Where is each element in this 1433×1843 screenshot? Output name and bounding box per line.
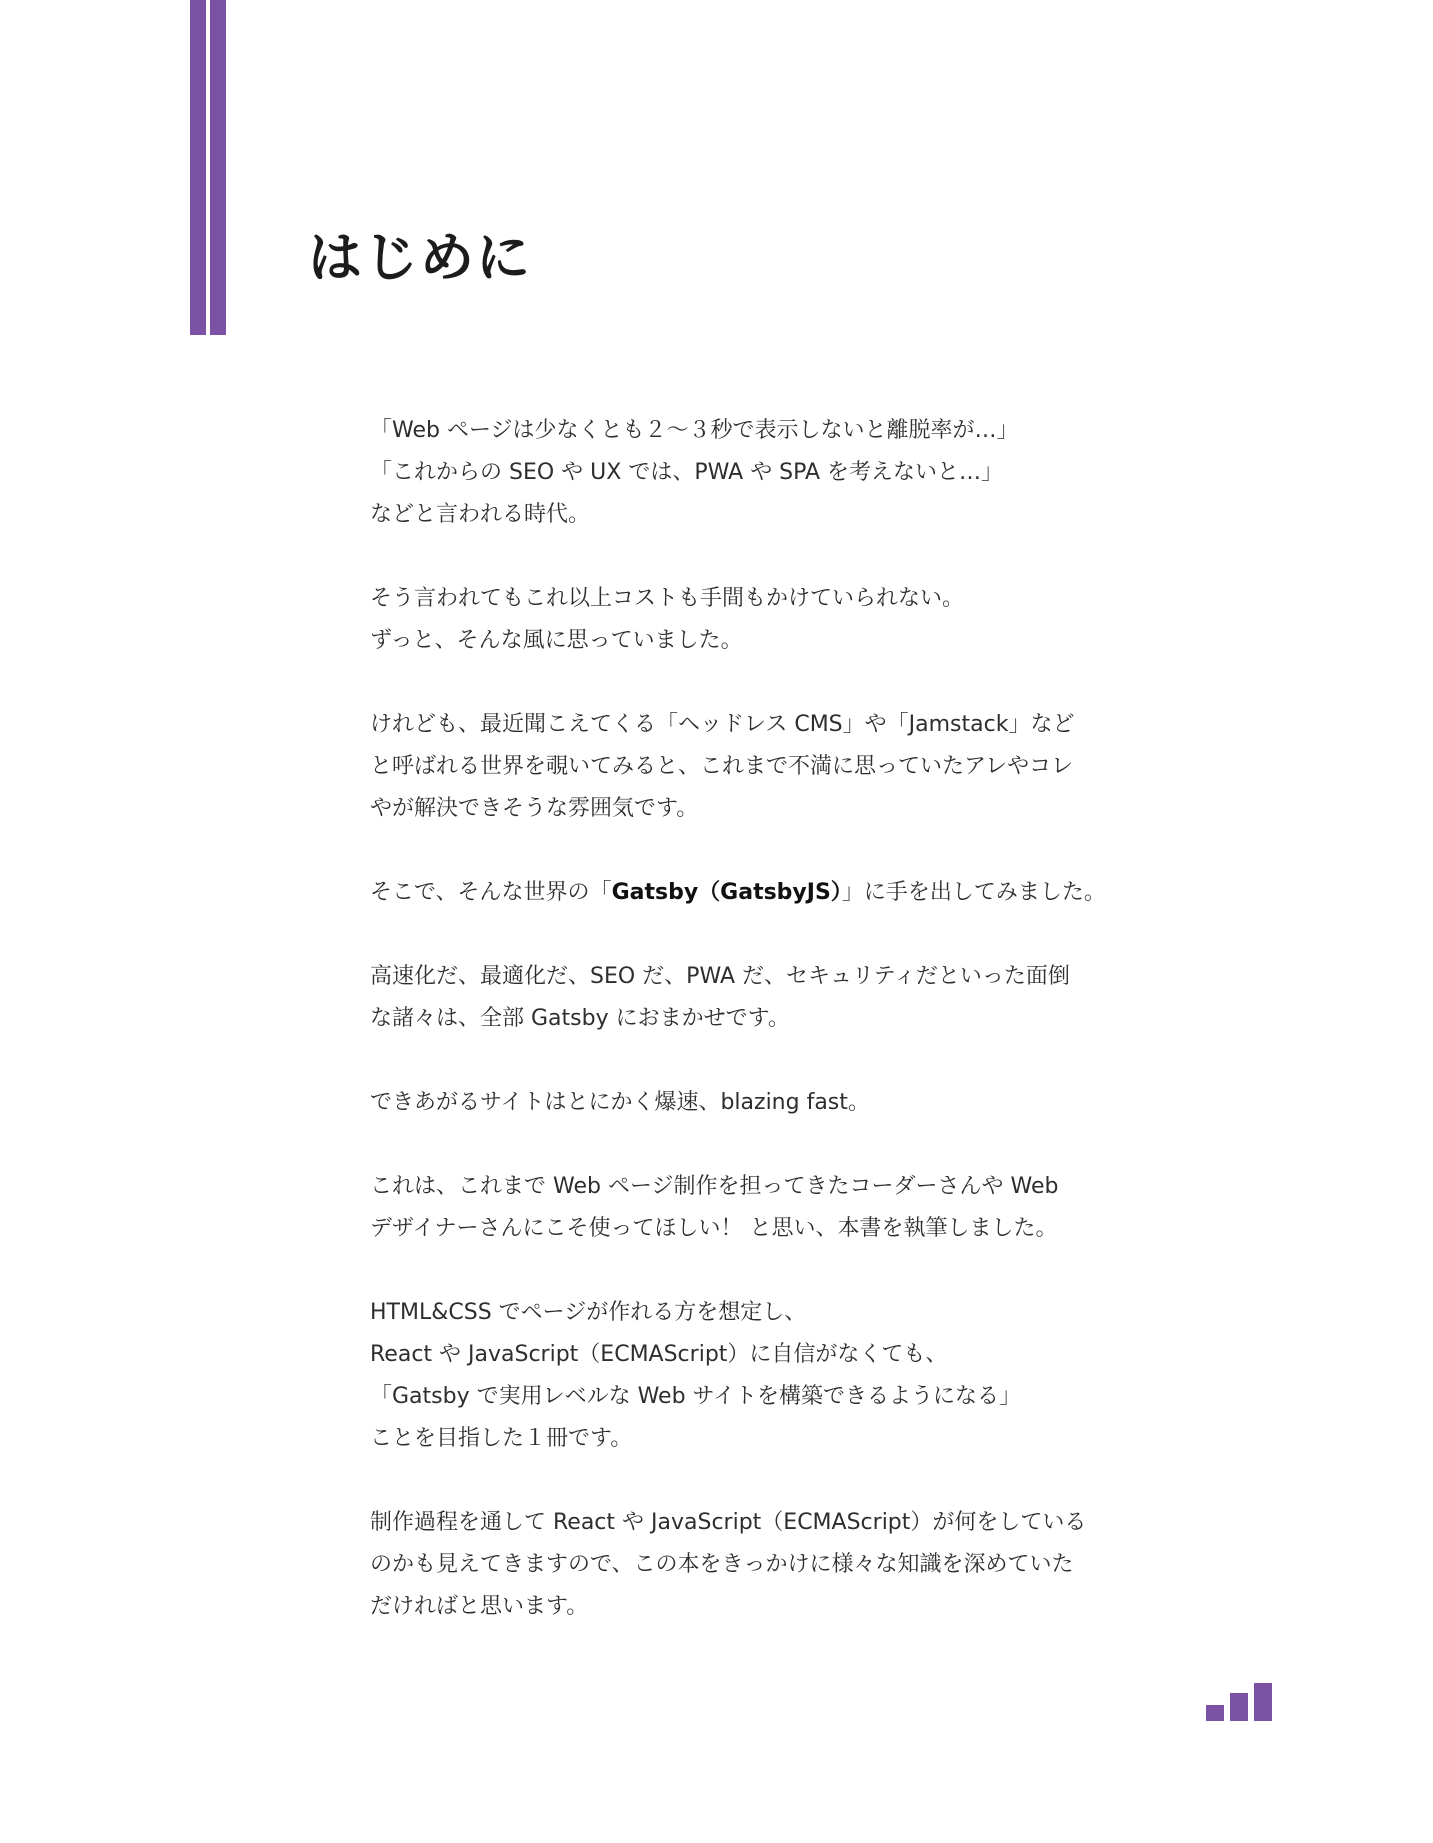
- logo-block-medium: [1230, 1693, 1248, 1721]
- text-line: だければと思います。: [370, 1594, 589, 1619]
- text-line: できあがるサイトはとにかく爆速、blazing fast。: [370, 1090, 870, 1115]
- page-title: はじめに: [308, 226, 532, 289]
- bold-text-gatsby: Gatsby（GatsbyJS）: [611, 880, 842, 905]
- decorative-bar-right: [210, 0, 226, 335]
- body-text: [370, 410, 1110, 1670]
- text-line: React や JavaScript（ECMAScript）に自信がなくても、: [370, 1342, 948, 1367]
- text-line: やが解決できそうな雰囲気です。: [370, 796, 699, 821]
- text-line: 制作過程を通して React や JavaScript（ECMAScript）が何をしている: [370, 1510, 1087, 1535]
- text-line: ずっと、そんな風に思っていました。: [370, 628, 743, 653]
- decorative-bar-left: [190, 0, 206, 335]
- paragraph: [370, 704, 1110, 830]
- text-line: 「Gatsby で実用レベルな Web サイトを構築できるようになる」: [370, 1384, 1022, 1409]
- paragraph: [370, 1292, 1110, 1460]
- text-line: 高速化だ、最適化だ、SEO だ、PWA だ、セキュリティだといった面倒: [370, 964, 1070, 989]
- text-line: [370, 872, 1110, 914]
- paragraph: [370, 1166, 1110, 1250]
- text-line: これは、これまで Web ページ制作を担ってきたコーダーさんや Web: [370, 1174, 1059, 1199]
- text-line: と呼ばれる世界を覗いてみると、これまで不満に思っていたアレやコレ: [370, 754, 1074, 779]
- paragraph: [370, 1502, 1110, 1628]
- text-line: けれども、最近聞こえてくる「ヘッドレス CMS」や「Jamstack」など: [370, 712, 1075, 737]
- text-line: のかも見えてきますので、この本をきっかけに様々な知識を深めていた: [370, 1552, 1074, 1577]
- text-line: ことを目指した１冊です。: [370, 1426, 633, 1451]
- text-line: デザイナーさんにこそ使ってほしい！ と思い、本書を執筆しました。: [370, 1216, 1058, 1241]
- paragraph: [370, 1082, 1110, 1124]
- logo-block-small: [1206, 1705, 1224, 1721]
- text-line: 「これからの SEO や UX では、PWA や SPA を考えないと…」: [370, 460, 1004, 485]
- paragraph: [370, 578, 1110, 662]
- bar-steps-icon: [1206, 1683, 1272, 1721]
- paragraph: [370, 872, 1110, 914]
- paragraph: [370, 956, 1110, 1040]
- text-segment: そこで、そんな世界の「: [370, 880, 612, 905]
- text-line: などと言われる時代。: [370, 502, 591, 527]
- text-line: 「Web ページは少なくとも２～３秒で表示しないと離脱率が…」: [370, 418, 1019, 443]
- text-line: な諸々は、全部 Gatsby におまかせです。: [370, 1006, 790, 1031]
- logo-block-large: [1254, 1683, 1272, 1721]
- text-segment: 」に手を出してみました。: [841, 880, 1106, 905]
- text-line: そう言われてもこれ以上コストも手間もかけていられない。: [370, 586, 965, 611]
- text-line: HTML&CSS でページが作れる方を想定し、: [370, 1300, 807, 1325]
- paragraph: [370, 410, 1110, 536]
